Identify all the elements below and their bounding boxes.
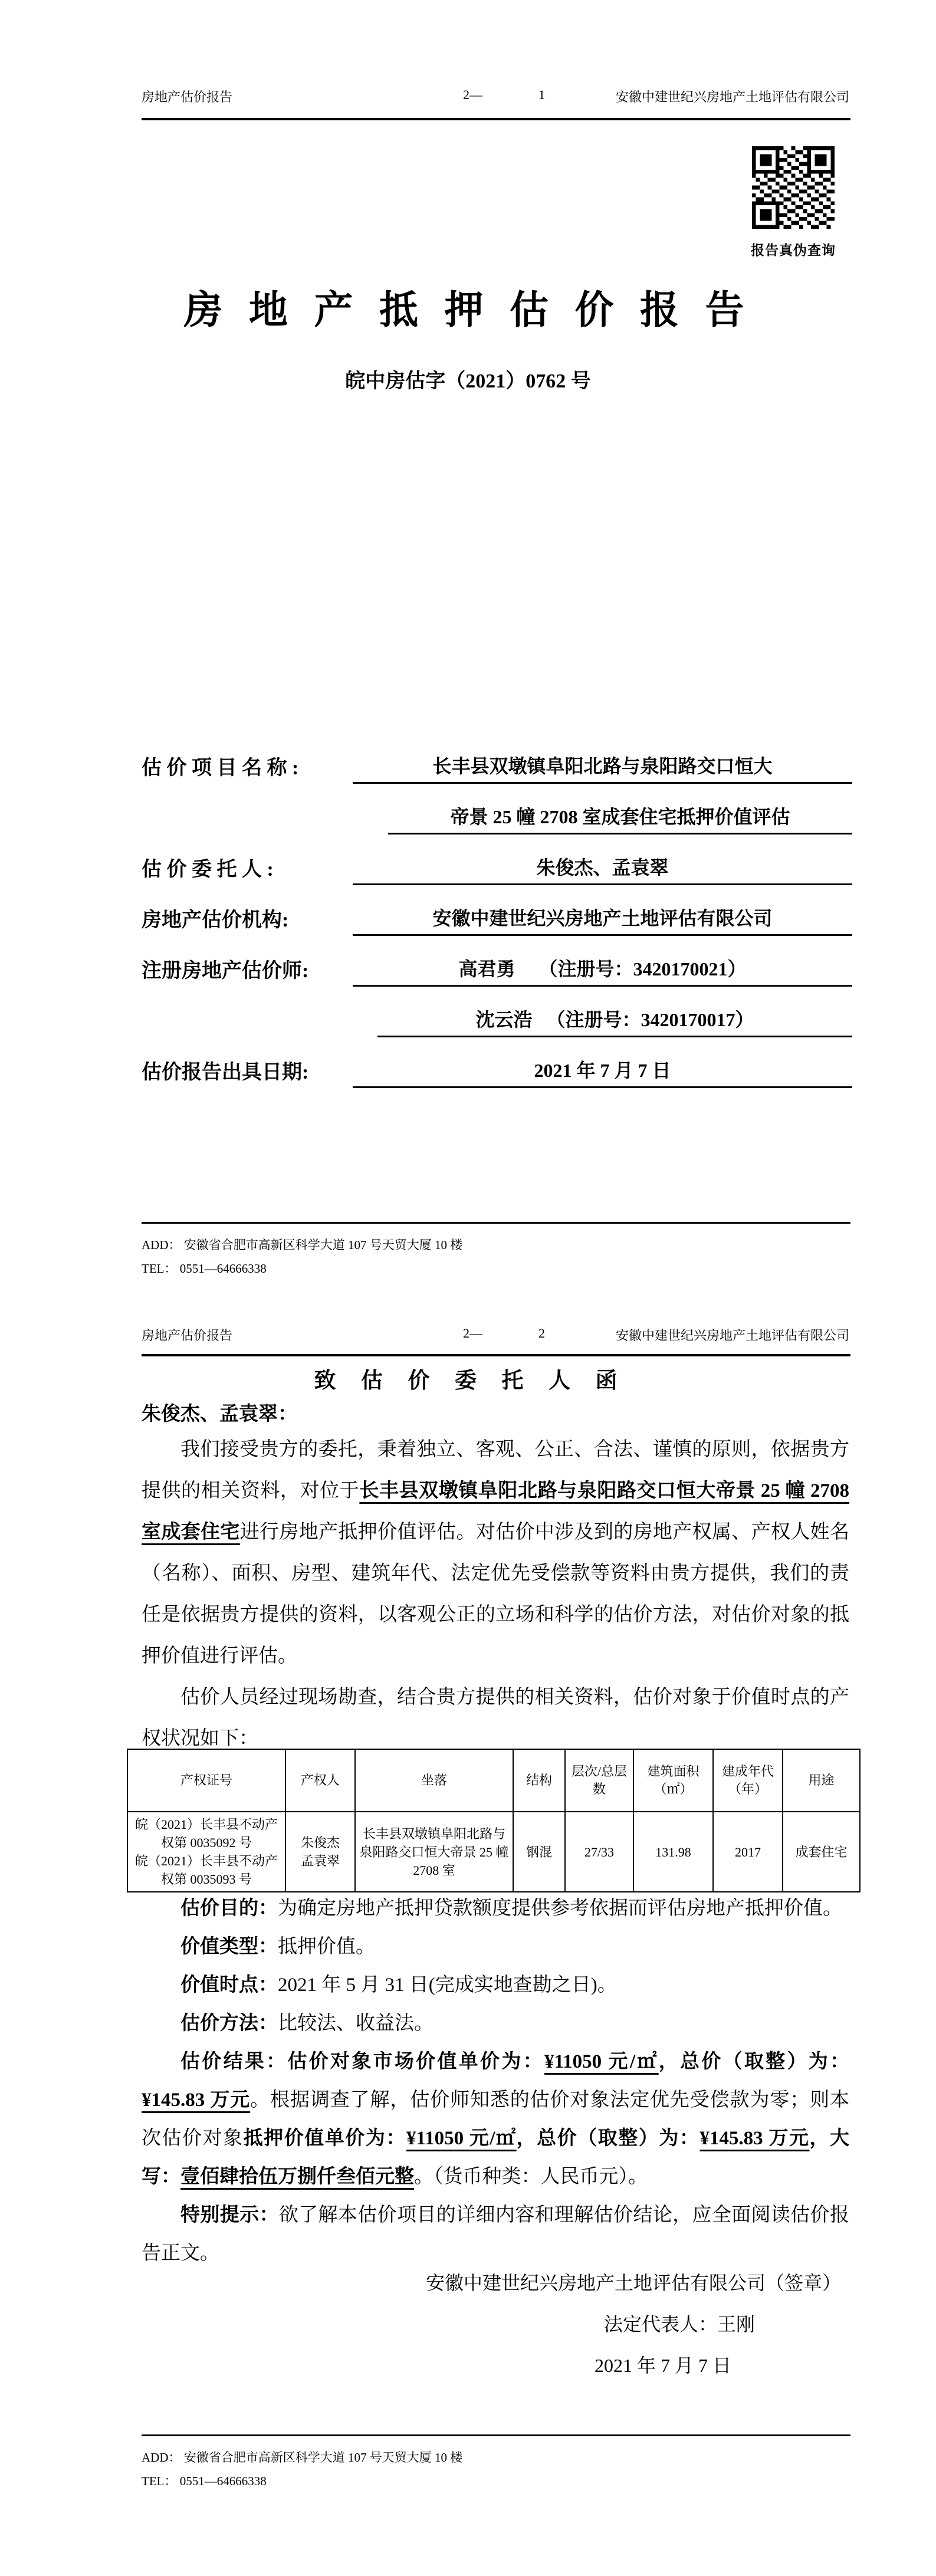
col-owner: 产权人 — [285, 1749, 355, 1812]
field-appraiser1-value: 高君勇 （注册号：3420170021） — [353, 954, 852, 987]
field-client-value: 朱俊杰、孟袁翠 — [353, 853, 852, 885]
signature-legal-representative: 法定代表人：王刚 — [603, 2314, 755, 2335]
table-row — [127, 1812, 860, 1892]
cell-usage: 成套住宅 — [783, 1812, 860, 1892]
signature-block — [142, 2262, 849, 2386]
field-project-name — [142, 733, 852, 784]
col-year: 建成年代（年） — [713, 1749, 783, 1812]
section-value-type: 价值类型：抵押价值。 — [180, 1936, 375, 1957]
field-project-name-line2 — [142, 784, 852, 834]
section-value-date: 价值时点：2021 年 5 月 31 日(完成实地查勘之日)。 — [180, 1974, 617, 1996]
report-title: 房 地 产 抵 押 估 价 报 告 — [183, 289, 753, 332]
cover-fields — [142, 733, 852, 1088]
header-company-name: 安徽中建世纪兴房地产土地评估有限公司 — [615, 1328, 849, 1343]
cell-area: 131.98 — [633, 1812, 713, 1892]
footer-telephone: TEL： 0551—64666338 — [142, 2474, 267, 2488]
cell-floor: 27/33 — [565, 1812, 633, 1892]
report-number: 皖中房估字（2021）0762 号 — [345, 370, 591, 392]
letter-title: 致 估 价 委 托 人 函 — [314, 1369, 622, 1393]
field-appraiser-label: 注册房地产估价师: — [142, 960, 309, 982]
footer-address: ADD： 安徽省合肥市高新区科学大道 107 号天贸大厦 10 楼 — [142, 2450, 463, 2465]
field-agency-label: 房地产估价机构: — [142, 909, 289, 931]
cell-owner: 朱俊杰 孟袁翠 — [285, 1812, 355, 1892]
field-appraiser-1 — [142, 936, 852, 987]
report-page-2 — [0, 1288, 936, 2576]
signature-company: 安徽中建世纪兴房地产土地评估有限公司（签章） — [425, 2272, 841, 2294]
valuation-sections — [142, 1890, 849, 2273]
header-doc-type: 房地产估价报告 — [142, 1328, 233, 1343]
col-location: 坐落 — [355, 1749, 513, 1812]
header-doc-type: 房地产估价报告 — [142, 90, 233, 104]
header-page-number: 2 — [538, 1326, 545, 1340]
section-purpose: 估价目的：为确定房地产抵押贷款额度提供参考依据而评估房地产抵押价值。 — [180, 1898, 842, 1919]
field-appraiser2-value: 沈云浩 （注册号：3420170017） — [377, 1005, 852, 1037]
cell-location: 长丰县双墩镇阜阳北路与泉阳路交口恒大帝景 25 幢 2708 室 — [355, 1812, 513, 1892]
field-agency-value: 安徽中建世纪兴房地产土地评估有限公司 — [353, 903, 852, 936]
letter-paragraph-1: 我们接受贵方的委托，秉着独立、客观、公正、合法、谨慎的原则，依据贵方提供的相关资料，对位于长丰县双墩镇阜阳北路与泉阳路交口恒大帝景 25 幢 2708 室成套住宅进行房地产抵押价值评估。对估价中涉及到的房地产权属、产权人姓名（名称）、面积、房型、建筑年代、法定优先受偿款等资料由贵方提供，我们的责任是依据贵方提供的资料，以客观公正的立场和科学的估价方法，对估价对象的抵押价值进行评估。 — [142, 1439, 850, 1667]
field-client-label: 估 价 委 托 人 : — [142, 859, 274, 880]
header-divider — [142, 1354, 850, 1356]
header-page-indicator — [463, 87, 545, 103]
col-area: 建筑面积（㎡） — [633, 1749, 713, 1812]
letter-body — [142, 1429, 849, 1759]
header-page-number: 1 — [538, 87, 545, 102]
field-client — [142, 834, 852, 885]
cell-cert-number: 皖（2021）长丰县不动产权第 0035092 号 皖（2021）长丰县不动产权第 0035093 号 — [127, 1812, 285, 1892]
header-page-label: 2— — [463, 1326, 482, 1340]
field-appraiser-2 — [142, 987, 852, 1037]
field-project-label: 估 价 项 目 名 称 : — [142, 757, 299, 779]
section-method: 估价方法：比较法、收益法。 — [180, 2013, 433, 2034]
field-project-value-line2: 帝景 25 幢 2708 室成套住宅抵押价值评估 — [388, 802, 852, 834]
qr-code — [752, 146, 835, 229]
col-cert-number: 产权证号 — [127, 1749, 285, 1812]
property-rights-table — [127, 1749, 861, 1892]
qr-block — [749, 146, 838, 259]
col-structure: 结构 — [513, 1749, 565, 1812]
page-footer — [142, 1222, 850, 1280]
col-usage: 用途 — [783, 1749, 860, 1812]
signature-date: 2021 年 7 月 7 日 — [594, 2355, 731, 2376]
page-footer — [142, 2434, 850, 2493]
header-company-name: 安徽中建世纪兴房地产土地评估有限公司 — [615, 90, 849, 104]
header-page-label: 2— — [463, 87, 482, 102]
field-agency — [142, 885, 852, 936]
footer-address: ADD： 安徽省合肥市高新区科学大道 107 号天贸大厦 10 楼 — [142, 1238, 463, 1252]
section-result: 估价结果：估价对象市场价值单价为：¥11050 元/㎡，总价（取整）为：¥145.83 万元。根据调查了解，估价师知悉的估价对象法定优先受偿款为零；则本次估价对象抵押价值单价为：¥11050 元/㎡，总价（取整）为：¥145.83 万元，大写：壹佰肆拾伍万捌仟叁佰元整。（货币种类：人民币元）。 — [142, 2051, 850, 2187]
letter-salutation: 朱俊杰、孟袁翠： — [142, 1404, 297, 1425]
letter-paragraph-2: 估价人员经过现场勘查，结合贵方提供的相关资料，估价对象于价值时点的产权状况如下： — [142, 1687, 849, 1749]
footer-telephone: TEL： 0551—64666338 — [142, 1261, 267, 1276]
table-header-row — [127, 1749, 860, 1812]
cell-year: 2017 — [713, 1812, 783, 1892]
header-divider — [142, 118, 850, 120]
section-special-note: 特别提示：欲了解本估价项目的详细内容和理解估价结论，应全面阅读估价报告正文。 — [142, 2204, 850, 2264]
col-floor: 层次/总层数 — [565, 1749, 633, 1812]
field-project-value-line1: 长丰县双墩镇阜阳北路与泉阳路交口恒大 — [353, 751, 852, 784]
field-date-label: 估价报告出具日期: — [142, 1062, 309, 1083]
header-page-indicator — [463, 1326, 545, 1341]
field-date-value: 2021 年 7 月 7 日 — [353, 1056, 852, 1088]
field-report-date — [142, 1037, 852, 1088]
qr-caption: 报告真伪查询 — [751, 243, 836, 258]
cell-structure: 钢混 — [513, 1812, 565, 1892]
